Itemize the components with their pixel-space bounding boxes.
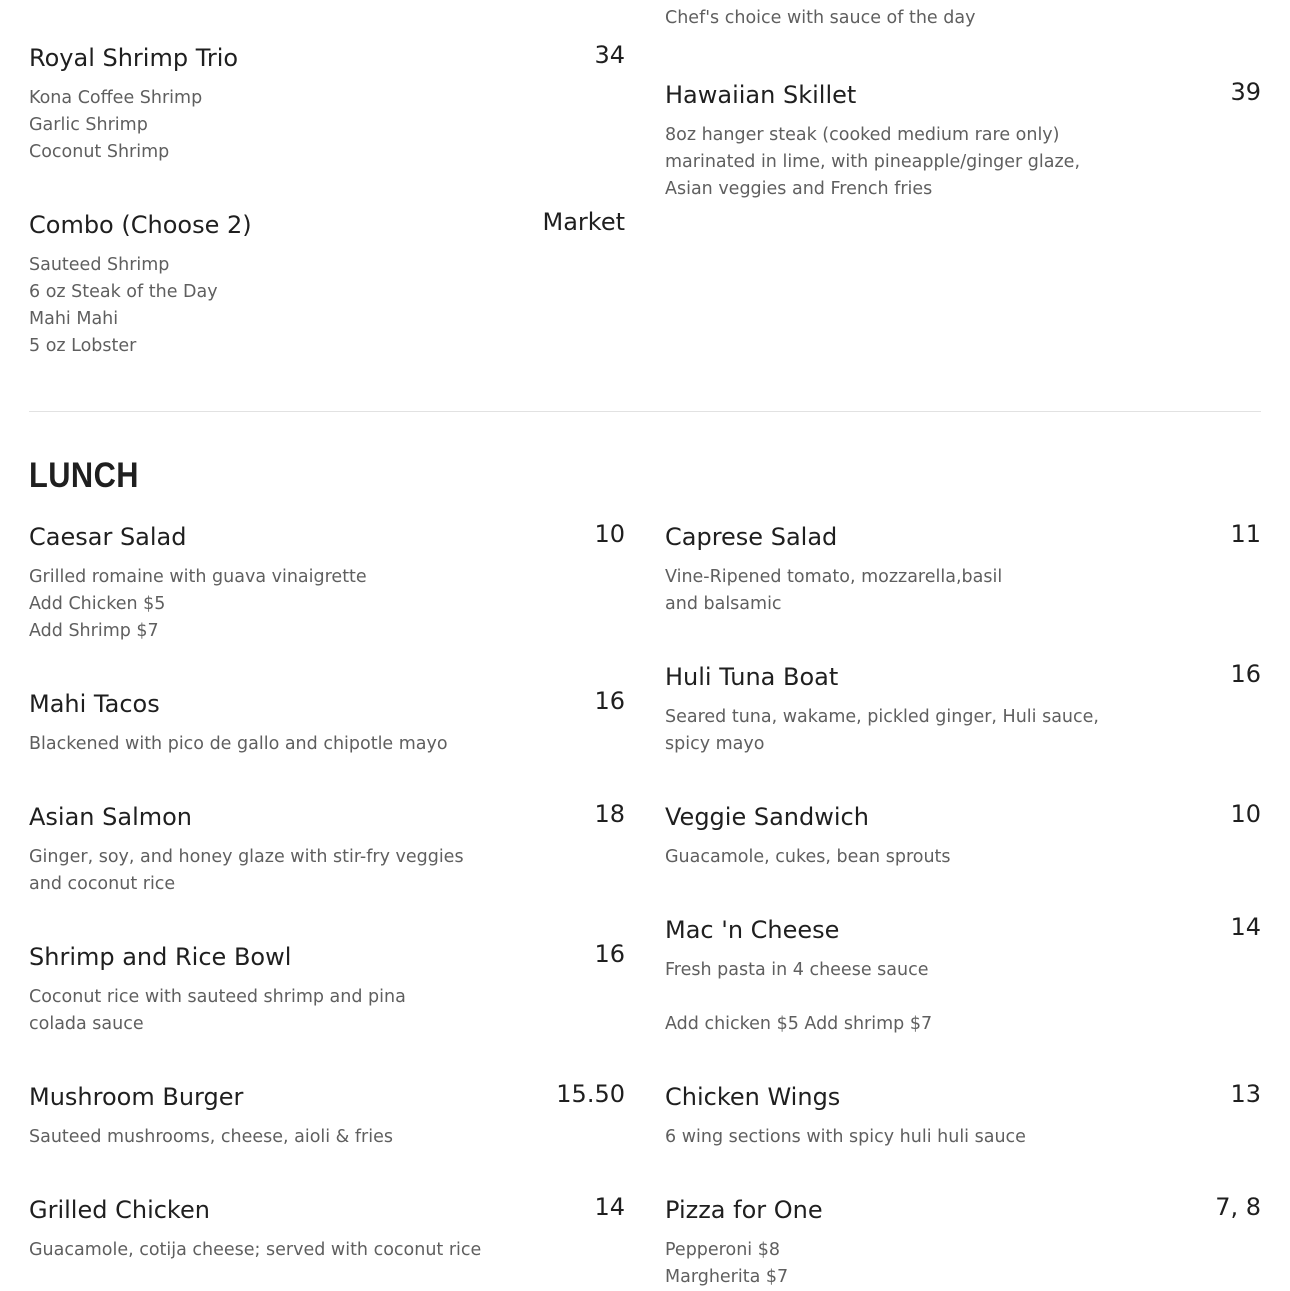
description-line: 8oz hanger steak (cooked medium rare only) [665,125,1060,145]
description-line: Garlic Shrimp [29,115,148,135]
item-name: Hawaiian Skillet [665,81,857,109]
description-line: Guacamole, cukes, bean sprouts [665,847,951,867]
item-name: Mushroom Burger [29,1083,244,1111]
item-price: Market [542,208,625,236]
item-description [29,984,406,1038]
item-price: 10 [1230,800,1261,828]
description-line: Add Chicken $5 [29,594,166,614]
item-description [665,122,1080,203]
item-description [665,1237,788,1291]
description-line: and coconut rice [29,874,176,894]
item-description [29,1124,393,1151]
description-line: Guacamole, cotija cheese; served with coconut rice [29,1240,482,1260]
description-line: Asian veggies and French fries [665,179,933,199]
item-price: 15.50 [556,1080,625,1108]
item-name: Grilled Chicken [29,1196,210,1224]
item-description [29,1237,481,1264]
description-line: 6 oz Steak of the Day [29,282,218,302]
item-price: 16 [594,687,625,715]
item-description [665,844,951,871]
item-name: Mahi Tacos [29,690,160,718]
item-name: Huli Tuna Boat [665,663,839,691]
description-line: Sauteed Shrimp [29,255,170,275]
item-price: 14 [1230,913,1261,941]
description-line: Blackened with pico de gallo and chipotle mayo [29,734,448,754]
description-line: Margherita $7 [665,1267,789,1287]
item-price: 16 [1230,660,1261,688]
item-name: Caprese Salad [665,523,838,551]
item-price: 16 [594,940,625,968]
item-description [665,564,1002,618]
item-price: 14 [594,1193,625,1221]
item-name: Asian Salmon [29,803,193,831]
item-price: 34 [594,41,625,69]
item-price: 18 [594,800,625,828]
partial-item-description: Chef's choice with sauce of the day [665,8,976,28]
description-line: Seared tuna, wakame, pickled ginger, Huli sauce, [665,707,1099,727]
description-line: Vine-Ripened tomato, mozzarella,basil [665,567,1003,587]
item-price: 39 [1230,78,1261,106]
description-line: 6 wing sections with spicy huli huli sauce [665,1127,1026,1147]
description-line: marinated in lime, with pineapple/ginger glaze, [665,152,1081,172]
description-line: Mahi Mahi [29,309,119,329]
description-line: Kona Coffee Shrimp [29,88,203,108]
description-line: Sauteed mushrooms, cheese, aioli & fries [29,1127,393,1147]
item-price: 13 [1230,1080,1261,1108]
item-price: 11 [1230,520,1261,548]
description-line: Coconut rice with sauteed shrimp and pina [29,987,406,1007]
description-line [665,984,932,1011]
description-line: Grilled romaine with guava vinaigrette [29,567,367,587]
item-name: Royal Shrimp Trio [29,44,239,72]
item-name: Combo (Choose 2) [29,211,252,239]
item-name: Mac 'n Cheese [665,916,840,944]
item-name: Pizza for One [665,1196,823,1224]
item-description [29,252,218,360]
description-line: colada sauce [29,1014,144,1034]
item-price: 10 [594,520,625,548]
item-description [665,957,932,1038]
item-description [665,704,1099,758]
description-line: Fresh pasta in 4 cheese sauce [665,960,929,980]
item-name: Caesar Salad [29,523,187,551]
description-line: and balsamic [665,594,782,614]
section-title: LUNCH [29,456,139,495]
item-description [29,564,367,645]
description-line: Add Shrimp $7 [29,621,159,641]
item-name: Shrimp and Rice Bowl [29,943,292,971]
item-description [665,1124,1026,1151]
item-name: Chicken Wings [665,1083,841,1111]
item-description [29,844,464,898]
item-name: Veggie Sandwich [665,803,869,831]
description-line: Add chicken $5 Add shrimp $7 [665,1014,933,1034]
description-line: Ginger, soy, and honey glaze with stir-fry veggies [29,847,464,867]
item-description [29,731,448,758]
item-price: 7, 8 [1215,1193,1261,1221]
description-line: Coconut Shrimp [29,142,170,162]
item-description [29,85,202,166]
description-line: Pepperoni $8 [665,1240,780,1260]
description-line: spicy mayo [665,734,765,754]
description-line: 5 oz Lobster [29,336,137,356]
section-divider [29,411,1261,412]
